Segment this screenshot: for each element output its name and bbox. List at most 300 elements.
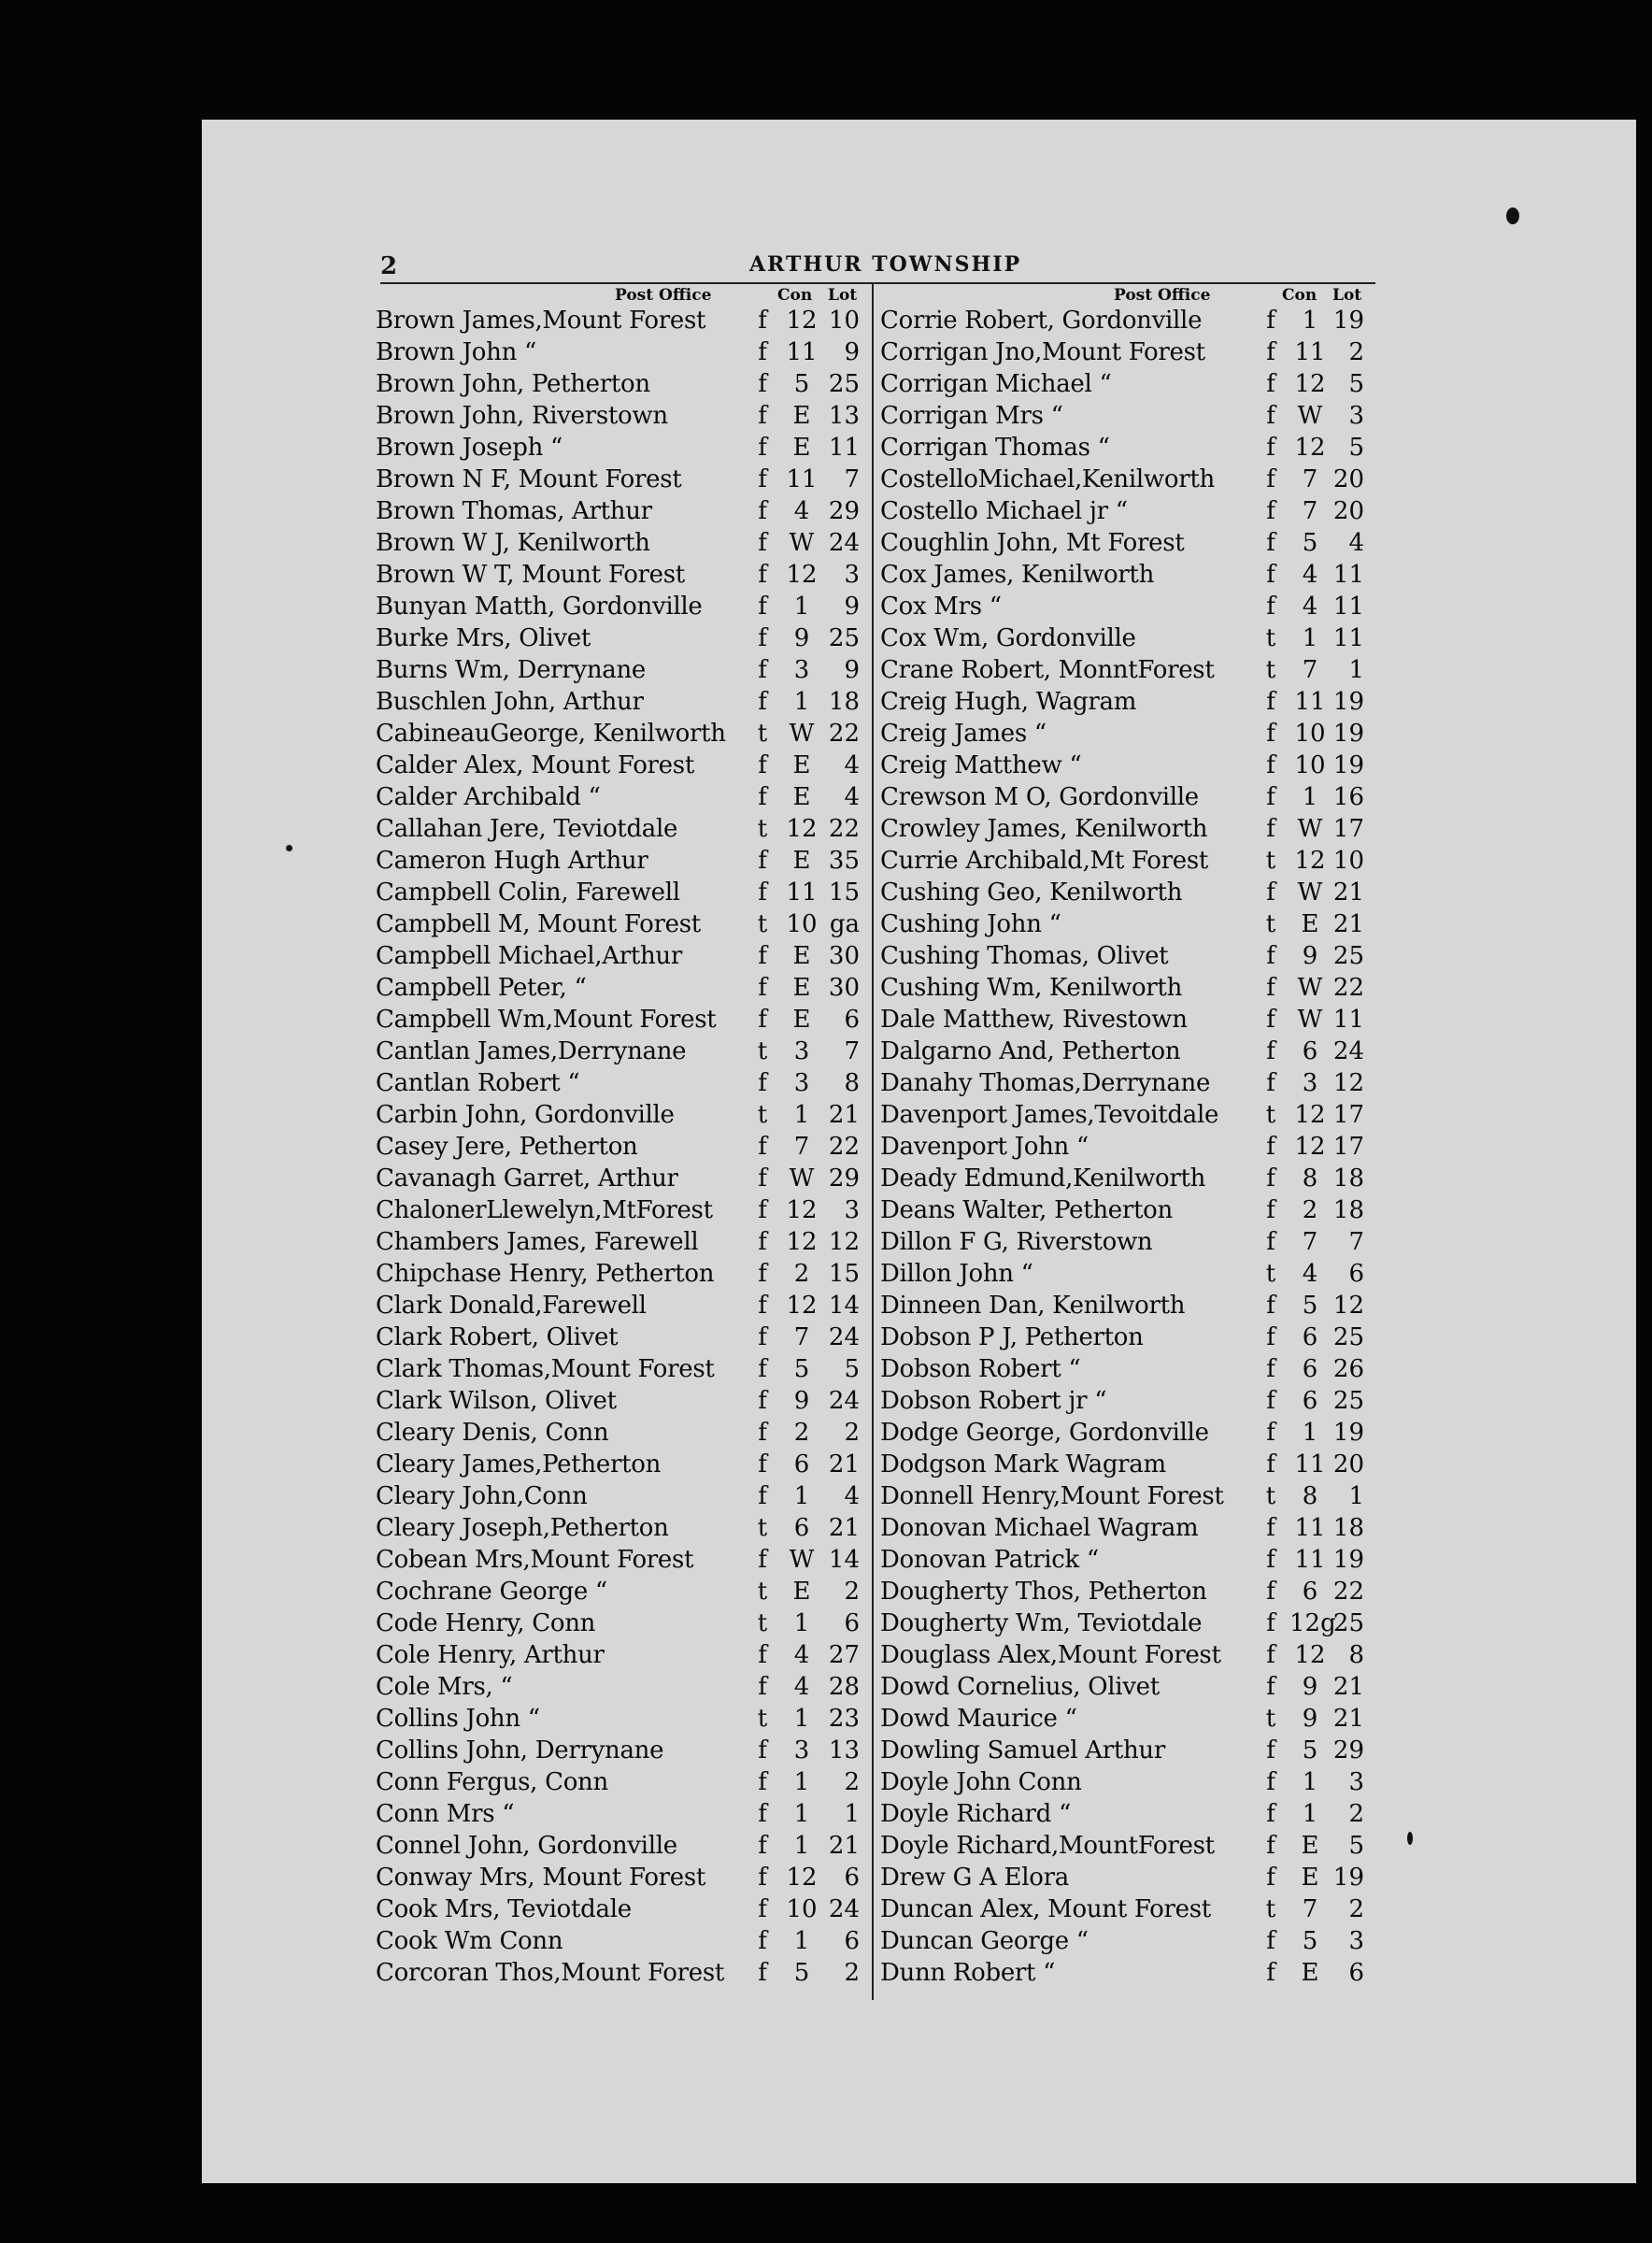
- entry-tenure: f: [1266, 1164, 1275, 1193]
- entry-con: 12: [786, 1864, 818, 1892]
- entry-con: 11: [1294, 1546, 1326, 1574]
- entry-name: Drew G A Elora: [880, 1864, 1069, 1892]
- entry-con: 12: [786, 1292, 818, 1320]
- entry-lot: 22: [828, 815, 860, 843]
- entry-tenure: f: [1266, 1450, 1275, 1479]
- entry-lot: 24: [828, 1387, 860, 1415]
- entry-lot: 25: [828, 624, 860, 652]
- entry-con: W: [789, 529, 815, 557]
- entry-name: ChalonerLlewelyn,MtForest: [376, 1196, 713, 1224]
- directory-entry: [376, 1226, 869, 1258]
- entry-con: 5: [1302, 1736, 1318, 1764]
- entry-name: Corrigan Jno,Mount Forest: [880, 338, 1205, 366]
- entry-tenure: f: [758, 1768, 767, 1796]
- directory-entry: [376, 1830, 869, 1862]
- directory-entry: [880, 1163, 1375, 1194]
- entry-tenure: t: [757, 720, 768, 748]
- entry-con: E: [792, 1006, 811, 1034]
- entry-name: Crewson M O, Gordonville: [880, 783, 1199, 811]
- entry-con: 9: [793, 1387, 810, 1415]
- entry-con: 4: [793, 1673, 810, 1701]
- directory-entry: [880, 1290, 1375, 1322]
- entry-name: Dobson P J, Petherton: [880, 1323, 1144, 1351]
- entry-name: Currie Archibald,Mt Forest: [880, 847, 1209, 875]
- entry-tenure: t: [757, 1514, 768, 1542]
- entry-lot: 21: [1332, 1705, 1364, 1733]
- entry-name: Corrigan Mrs “: [880, 402, 1063, 430]
- entry-tenure: f: [1266, 1037, 1275, 1065]
- entry-name: Corcoran Thos,Mount Forest: [376, 1959, 725, 1987]
- entry-name: Donovan Michael Wagram: [880, 1514, 1199, 1542]
- entry-tenure: f: [1266, 307, 1275, 335]
- entry-lot: 18: [1332, 1196, 1364, 1224]
- entry-tenure: f: [1266, 434, 1275, 462]
- directory-entry: [376, 845, 869, 877]
- directory-entry: [880, 1385, 1375, 1417]
- entry-name: Clark Donald,Farewell: [376, 1292, 647, 1320]
- entry-lot: 1: [1348, 1482, 1364, 1510]
- entry-lot: 7: [844, 1037, 860, 1065]
- entry-name: Cushing Wm, Kenilworth: [880, 974, 1183, 1002]
- entry-lot: 19: [1332, 1419, 1364, 1447]
- entry-lot: 11: [1332, 624, 1364, 652]
- entry-lot: 30: [828, 974, 860, 1002]
- entry-lot: 11: [1332, 593, 1364, 621]
- entry-con: 3: [793, 1069, 810, 1097]
- entry-con: 4: [793, 497, 810, 525]
- entry-lot: 5: [1348, 1832, 1364, 1860]
- entry-name: Dodge George, Gordonville: [880, 1419, 1209, 1447]
- entry-name: Brown N F, Mount Forest: [376, 465, 682, 493]
- entry-name: Cushing John “: [880, 910, 1061, 938]
- directory-entry: [880, 305, 1375, 336]
- directory-entry: [880, 877, 1375, 908]
- entry-name: Dunn Robert “: [880, 1959, 1056, 1987]
- entry-con: 1: [793, 1609, 810, 1637]
- entry-name: Brown John, Riverstown: [376, 402, 668, 430]
- entry-con: 6: [1302, 1037, 1318, 1065]
- entry-con: E: [792, 783, 811, 811]
- directory-entry: [376, 559, 869, 591]
- entry-name: Campbell Peter, “: [376, 974, 587, 1002]
- entry-tenure: f: [758, 1927, 767, 1955]
- entry-con: 12: [1294, 434, 1326, 462]
- directory-entry: [376, 813, 869, 845]
- entry-name: Dillon John “: [880, 1260, 1033, 1288]
- entry-tenure: f: [758, 434, 767, 462]
- entry-name: Clark Wilson, Olivet: [376, 1387, 617, 1415]
- directory-entry: [376, 1607, 869, 1639]
- entry-con: 12: [1294, 847, 1326, 875]
- header-rule: [380, 282, 1375, 284]
- directory-entry: [376, 1417, 869, 1449]
- entry-lot: 2: [844, 1419, 860, 1447]
- entry-list-left: [376, 305, 869, 1989]
- entry-name: Creig Matthew “: [880, 751, 1082, 779]
- entry-name: Brown John “: [376, 338, 536, 366]
- entry-lot: 18: [1332, 1164, 1364, 1193]
- directory-entry: [880, 1766, 1375, 1798]
- directory-entry: [880, 1639, 1375, 1671]
- entry-lot: 4: [844, 751, 860, 779]
- entry-tenure: f: [758, 1641, 767, 1669]
- entry-con: 2: [1302, 1196, 1318, 1224]
- entry-name: Dillon F G, Riverstown: [880, 1228, 1153, 1256]
- entry-name: Connel John, Gordonville: [376, 1832, 677, 1860]
- entry-lot: 22: [1332, 1578, 1364, 1606]
- entry-tenure: f: [1266, 1069, 1275, 1097]
- entry-tenure: f: [1266, 974, 1275, 1002]
- entry-con: W: [789, 1546, 815, 1574]
- entry-tenure: f: [758, 688, 767, 716]
- entry-name: Crane Robert, MonntForest: [880, 656, 1215, 684]
- directory-entry: [880, 1004, 1375, 1036]
- entry-con: E: [792, 434, 811, 462]
- entry-tenure: f: [1266, 497, 1275, 525]
- entry-lot: 13: [828, 1736, 860, 1764]
- entry-lot: 27: [828, 1641, 860, 1669]
- entry-name: Dinneen Dan, Kenilworth: [880, 1292, 1186, 1320]
- entry-lot: 1: [844, 1800, 860, 1828]
- entry-name: Clark Robert, Olivet: [376, 1323, 619, 1351]
- entry-name: Donovan Patrick “: [880, 1546, 1099, 1574]
- ink-speck: [1407, 1832, 1413, 1845]
- entry-con: 1: [1302, 1768, 1318, 1796]
- directory-entry: [880, 718, 1375, 750]
- directory-entry: [880, 1417, 1375, 1449]
- entry-tenure: f: [758, 1006, 767, 1034]
- entry-con: 1: [1302, 1419, 1318, 1447]
- directory-entry: [880, 1830, 1375, 1862]
- entry-con: 9: [1302, 1705, 1318, 1733]
- entry-lot: 6: [844, 1864, 860, 1892]
- entry-con: 3: [793, 1037, 810, 1065]
- entry-name: CostelloMichael,Kenilworth: [880, 465, 1215, 493]
- entry-tenure: f: [758, 1069, 767, 1097]
- directory-entry: [376, 940, 869, 972]
- entry-con: 12: [1294, 1641, 1326, 1669]
- entry-name: CabineauGeorge, Kenilworth: [376, 720, 726, 748]
- directory-entry: [880, 654, 1375, 686]
- entry-lot: 24: [828, 529, 860, 557]
- directory-entry: [376, 1957, 869, 1989]
- entry-lot: 21: [1332, 879, 1364, 907]
- entry-name: Cobean Mrs,Mount Forest: [376, 1546, 694, 1574]
- entry-con: 9: [793, 624, 810, 652]
- entry-tenure: f: [758, 465, 767, 493]
- entry-tenure: f: [758, 974, 767, 1002]
- entry-lot: 4: [1348, 529, 1364, 557]
- entry-lot: 7: [844, 465, 860, 493]
- entry-tenure: f: [758, 656, 767, 684]
- entry-tenure: f: [1266, 1800, 1275, 1828]
- entry-name: Brown James,Mount Forest: [376, 307, 706, 335]
- entry-con: 12: [1294, 370, 1326, 398]
- entry-name: Creig Hugh, Wagram: [880, 688, 1137, 716]
- entry-con: 11: [1294, 688, 1326, 716]
- directory-entry: [880, 972, 1375, 1004]
- directory-entry: [376, 750, 869, 781]
- post-office-heading: Post Office: [615, 286, 712, 305]
- directory-entry: [376, 1449, 869, 1480]
- entry-tenure: t: [1265, 1101, 1276, 1129]
- entry-tenure: f: [758, 1228, 767, 1256]
- entry-tenure: f: [758, 561, 767, 589]
- entry-tenure: f: [758, 847, 767, 875]
- entry-lot: 11: [1332, 561, 1364, 589]
- entry-lot: 10: [1332, 847, 1364, 875]
- entry-con: 1: [1302, 307, 1318, 335]
- entry-lot: 6: [844, 1006, 860, 1034]
- directory-entry: [880, 1480, 1375, 1512]
- entry-tenure: f: [758, 1832, 767, 1860]
- entry-lot: 5: [844, 1355, 860, 1383]
- entry-tenure: f: [758, 1133, 767, 1161]
- entry-lot: 14: [828, 1546, 860, 1574]
- entry-tenure: f: [1266, 1514, 1275, 1542]
- entry-con: E: [1301, 910, 1319, 938]
- entry-con: 5: [793, 370, 810, 398]
- entry-name: Cox James, Kenilworth: [880, 561, 1155, 589]
- entry-lot: 6: [1348, 1260, 1364, 1288]
- entry-tenure: f: [1266, 879, 1275, 907]
- entry-name: Cleary James,Petherton: [376, 1450, 662, 1479]
- entry-con: 6: [1302, 1323, 1318, 1351]
- entry-con: W: [1297, 402, 1323, 430]
- entry-tenure: f: [1266, 529, 1275, 557]
- entry-name: Davenport James,Tevoitdale: [880, 1101, 1219, 1129]
- entry-name: Conn Fergus, Conn: [376, 1768, 608, 1796]
- directory-entry: [880, 622, 1375, 654]
- entry-lot: 20: [1332, 1450, 1364, 1479]
- directory-entry: [376, 1639, 869, 1671]
- entry-con: W: [789, 720, 815, 748]
- entry-con: 12: [786, 1228, 818, 1256]
- entry-con: 9: [1302, 942, 1318, 970]
- entry-tenure: f: [1266, 1609, 1275, 1637]
- con-heading: Con: [777, 286, 813, 305]
- directory-entry: [880, 1036, 1375, 1067]
- directory-entry: [376, 1290, 869, 1322]
- entry-lot: 29: [828, 497, 860, 525]
- directory-entry: [880, 1099, 1375, 1131]
- entry-lot: 19: [1332, 720, 1364, 748]
- directory-entry: [880, 1798, 1375, 1830]
- entry-name: Donnell Henry,Mount Forest: [880, 1482, 1224, 1510]
- entry-con: 1: [793, 1101, 810, 1129]
- entry-name: Cole Henry, Arthur: [376, 1641, 605, 1669]
- entry-name: Brown Thomas, Arthur: [376, 497, 652, 525]
- entry-tenure: f: [1266, 688, 1275, 716]
- entry-con: 12: [786, 815, 818, 843]
- entry-tenure: f: [758, 1864, 767, 1892]
- entry-lot: 16: [1332, 783, 1364, 811]
- directory-entry: [880, 527, 1375, 559]
- entry-tenure: f: [1266, 751, 1275, 779]
- directory-entry: [880, 1576, 1375, 1607]
- entry-con: 10: [1294, 720, 1326, 748]
- entry-tenure: f: [758, 1482, 767, 1510]
- entry-con: 8: [1302, 1164, 1318, 1193]
- entry-name: Cushing Thomas, Olivet: [880, 942, 1169, 970]
- directory-entry: [376, 1036, 869, 1067]
- entry-tenure: f: [758, 1292, 767, 1320]
- entry-lot: 19: [1332, 688, 1364, 716]
- directory-entry: [376, 972, 869, 1004]
- entry-tenure: f: [758, 1355, 767, 1383]
- entry-tenure: f: [1266, 338, 1275, 366]
- directory-entry: [880, 1322, 1375, 1353]
- entry-con: E: [1301, 1864, 1319, 1892]
- entry-name: Cox Wm, Gordonville: [880, 624, 1136, 652]
- directory-entry: [880, 464, 1375, 495]
- directory-entry: [880, 1671, 1375, 1703]
- directory-entry: [376, 1512, 869, 1544]
- entry-name: Calder Archibald “: [376, 783, 601, 811]
- entry-con: 12: [1294, 1101, 1326, 1129]
- entry-tenure: t: [757, 1578, 768, 1606]
- entry-name: Crowley James, Kenilworth: [880, 815, 1208, 843]
- entry-con: 3: [793, 1736, 810, 1764]
- entry-con: 1: [793, 1832, 810, 1860]
- directory-entry: [880, 686, 1375, 718]
- directory-entry: [880, 908, 1375, 940]
- directory-entry: [376, 336, 869, 368]
- ink-speck: [286, 845, 292, 851]
- entry-name: Corrigan Michael “: [880, 370, 1112, 398]
- entry-lot: 22: [828, 1133, 860, 1161]
- entry-lot: 22: [1332, 974, 1364, 1002]
- entry-lot: 12: [1332, 1292, 1364, 1320]
- directory-entry: [376, 305, 869, 336]
- entry-name: Burns Wm, Derrynane: [376, 656, 646, 684]
- entry-list-right: [880, 305, 1375, 1989]
- entry-name: Burke Mrs, Olivet: [376, 624, 591, 652]
- directory-entry: [880, 781, 1375, 813]
- entry-con: 1: [793, 1768, 810, 1796]
- entry-name: Dougherty Wm, Teviotdale: [880, 1609, 1203, 1637]
- entry-con: W: [1297, 879, 1323, 907]
- entry-tenure: f: [1266, 1006, 1275, 1034]
- entry-con: 6: [793, 1450, 810, 1479]
- entry-name: Deans Walter, Petherton: [880, 1196, 1173, 1224]
- entry-lot: 15: [828, 879, 860, 907]
- directory-entry: [880, 559, 1375, 591]
- directory-entry: [376, 1004, 869, 1036]
- entry-lot: 25: [1332, 1609, 1364, 1637]
- entry-name: Duncan George “: [880, 1927, 1089, 1955]
- directory-entry: [880, 336, 1375, 368]
- entry-lot: 21: [1332, 910, 1364, 938]
- entry-name: Clark Thomas,Mount Forest: [376, 1355, 715, 1383]
- directory-entry: [376, 1258, 869, 1290]
- directory-column-left: [376, 286, 869, 1989]
- entry-tenure: f: [758, 1419, 767, 1447]
- entry-con: 1: [1302, 624, 1318, 652]
- directory-entry: [376, 1353, 869, 1385]
- entry-lot: 17: [1332, 1101, 1364, 1129]
- entry-name: Dowling Samuel Arthur: [880, 1736, 1165, 1764]
- entry-tenure: t: [757, 1609, 768, 1637]
- entry-lot: ga: [829, 910, 860, 938]
- entry-lot: 21: [828, 1514, 860, 1542]
- directory-entry: [376, 1576, 869, 1607]
- entry-tenure: f: [758, 529, 767, 557]
- entry-tenure: f: [758, 1450, 767, 1479]
- entry-tenure: t: [757, 815, 768, 843]
- entry-con: 11: [1294, 1450, 1326, 1479]
- entry-con: 11: [786, 465, 818, 493]
- entry-name: Buschlen John, Arthur: [376, 688, 644, 716]
- entry-lot: 11: [1332, 1006, 1364, 1034]
- entry-name: Conway Mrs, Mount Forest: [376, 1864, 706, 1892]
- directory-entry: [376, 1766, 869, 1798]
- entry-lot: 8: [844, 1069, 860, 1097]
- entry-tenure: f: [758, 751, 767, 779]
- entry-con: 1: [793, 688, 810, 716]
- entry-lot: 19: [1332, 1546, 1364, 1574]
- directory-entry: [880, 1353, 1375, 1385]
- entry-con: E: [792, 974, 811, 1002]
- entry-lot: 4: [844, 1482, 860, 1510]
- directory-entry: [376, 1798, 869, 1830]
- directory-entry: [376, 1735, 869, 1766]
- entry-con: 10: [1294, 751, 1326, 779]
- entry-lot: 10: [828, 307, 860, 335]
- entry-lot: 6: [844, 1927, 860, 1955]
- entry-con: E: [792, 942, 811, 970]
- entry-con: 1: [793, 593, 810, 621]
- entry-con: 12g: [1289, 1609, 1336, 1637]
- directory-entry: [376, 686, 869, 718]
- entry-con: 3: [793, 656, 810, 684]
- entry-tenure: t: [1265, 847, 1276, 875]
- entry-tenure: f: [758, 402, 767, 430]
- entry-lot: 3: [1348, 1927, 1364, 1955]
- entry-con: E: [792, 1578, 811, 1606]
- entry-name: Coughlin John, Mt Forest: [880, 529, 1185, 557]
- entry-name: Dowd Cornelius, Olivet: [880, 1673, 1160, 1701]
- entry-name: Creig James “: [880, 720, 1047, 748]
- entry-lot: 23: [828, 1705, 860, 1733]
- entry-con: 6: [1302, 1355, 1318, 1383]
- entry-tenure: t: [757, 1705, 768, 1733]
- entry-lot: 2: [1348, 1895, 1364, 1923]
- entry-con: 4: [1302, 593, 1318, 621]
- directory-entry: [880, 1544, 1375, 1576]
- directory-entry: [376, 908, 869, 940]
- entry-lot: 26: [1332, 1355, 1364, 1383]
- entry-name: Duncan Alex, Mount Forest: [880, 1895, 1211, 1923]
- directory-entry: [880, 1893, 1375, 1925]
- entry-tenure: f: [1266, 402, 1275, 430]
- entry-name: Chipchase Henry, Petherton: [376, 1260, 715, 1288]
- entry-name: Corrigan Thomas “: [880, 434, 1110, 462]
- entry-tenure: f: [758, 1736, 767, 1764]
- entry-con: E: [792, 402, 811, 430]
- entry-tenure: f: [1266, 1641, 1275, 1669]
- entry-name: Cox Mrs “: [880, 593, 1002, 621]
- directory-entry: [376, 1893, 869, 1925]
- entry-name: Collins John, Derrynane: [376, 1736, 664, 1764]
- directory-entry: [376, 1099, 869, 1131]
- entry-tenure: t: [757, 910, 768, 938]
- entry-con: E: [1301, 1832, 1319, 1860]
- directory-column-right: [880, 286, 1375, 1989]
- entry-con: 5: [1302, 1292, 1318, 1320]
- entry-tenure: f: [758, 1196, 767, 1224]
- entry-lot: 20: [1332, 465, 1364, 493]
